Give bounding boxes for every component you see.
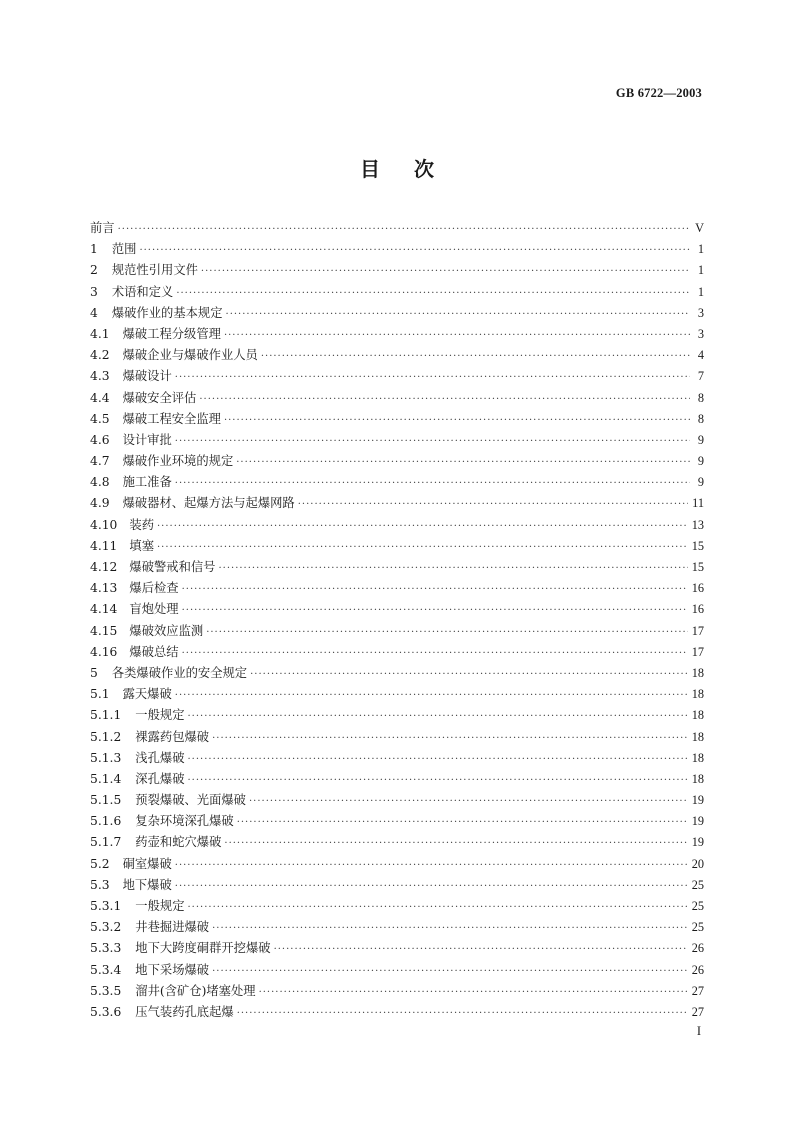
toc-entry-number: 5.3.2 bbox=[90, 920, 122, 935]
dot-leader bbox=[224, 838, 687, 849]
toc-entry-number: 4.9 bbox=[90, 496, 110, 511]
toc-entry-page: 19 bbox=[691, 814, 704, 829]
toc-entry[interactable] bbox=[90, 1002, 704, 1023]
dot-leader bbox=[157, 542, 688, 553]
toc-entry-page: 27 bbox=[691, 1004, 704, 1019]
toc-entry-title: 井巷掘进爆破 bbox=[135, 920, 210, 935]
toc-entry-number: 4.12 bbox=[90, 560, 118, 574]
toc-entry[interactable] bbox=[90, 260, 704, 281]
toc-entry[interactable] bbox=[90, 960, 704, 981]
toc-entry[interactable] bbox=[90, 642, 704, 663]
toc-entry-page: V bbox=[695, 221, 704, 235]
toc-entry-page: 25 bbox=[691, 899, 704, 913]
dot-leader bbox=[176, 288, 690, 299]
toc-entry-number: 4.11 bbox=[90, 538, 118, 553]
toc-entry-page: 17 bbox=[691, 644, 704, 659]
toc-entry[interactable] bbox=[90, 451, 704, 472]
toc-entry-title: 术语和定义 bbox=[111, 284, 174, 299]
toc-entry-number: 5.1 bbox=[90, 687, 110, 702]
toc-entry-title: 药壶和蛇穴爆破 bbox=[135, 835, 222, 850]
toc-entry[interactable] bbox=[90, 811, 704, 832]
toc-entry-title: 爆后检查 bbox=[129, 581, 179, 596]
toc-entry-page: 3 bbox=[697, 326, 704, 341]
toc-entry-page: 19 bbox=[691, 793, 704, 808]
dot-leader bbox=[249, 796, 688, 807]
dot-leader bbox=[118, 224, 690, 235]
toc-entry-title: 地下采场爆破 bbox=[135, 962, 210, 977]
dot-leader bbox=[212, 966, 688, 977]
toc-entry[interactable] bbox=[90, 218, 704, 239]
toc-entry-number: 4.6 bbox=[90, 432, 110, 447]
toc-entry-number: 4.14 bbox=[90, 602, 118, 617]
dot-leader bbox=[259, 987, 688, 998]
toc-entry-number: 4.1 bbox=[90, 326, 110, 341]
toc-entry[interactable] bbox=[90, 557, 704, 578]
toc-entry-number: 4.10 bbox=[90, 517, 118, 532]
dot-leader bbox=[175, 372, 690, 383]
toc-entry-page: 8 bbox=[697, 411, 704, 426]
toc-entry-page: 4 bbox=[697, 348, 704, 363]
dot-leader bbox=[139, 245, 690, 256]
toc-entry[interactable] bbox=[90, 239, 704, 260]
toc-entry-title: 爆破工程安全监理 bbox=[122, 411, 221, 426]
toc-entry-title: 浅孔爆破 bbox=[135, 750, 185, 765]
toc-entry-number: 4.2 bbox=[90, 348, 110, 363]
toc-entry-title: 露天爆破 bbox=[122, 687, 172, 702]
toc-entry-page: 3 bbox=[697, 305, 704, 320]
toc-entry-number: 4.7 bbox=[90, 454, 110, 469]
toc-entry[interactable] bbox=[90, 493, 704, 514]
toc-entry-number: 4.16 bbox=[90, 644, 118, 659]
toc-entry-page: 15 bbox=[691, 560, 704, 574]
dot-leader bbox=[261, 351, 690, 362]
toc-entry[interactable] bbox=[90, 981, 704, 1002]
page-number: I bbox=[696, 1024, 701, 1038]
toc-entry-title: 复杂环境深孔爆破 bbox=[135, 814, 234, 829]
toc-entry-number: 5.1.2 bbox=[90, 729, 122, 744]
table-of-contents bbox=[90, 218, 704, 1023]
dot-leader bbox=[206, 627, 688, 638]
toc-entry-number: 4.13 bbox=[90, 581, 118, 596]
dot-leader bbox=[250, 669, 688, 680]
dot-leader bbox=[274, 944, 688, 955]
toc-entry-number: 5.1.1 bbox=[90, 708, 122, 723]
toc-entry-number: 1 bbox=[90, 242, 98, 257]
toc-entry-page: 11 bbox=[692, 496, 704, 511]
toc-entry[interactable] bbox=[90, 430, 704, 451]
toc-entry-title: 一般规定 bbox=[135, 899, 185, 913]
toc-entry-page: 9 bbox=[697, 432, 704, 447]
toc-entry[interactable] bbox=[90, 536, 704, 557]
toc-entry[interactable] bbox=[90, 917, 704, 938]
toc-entry-page: 15 bbox=[691, 538, 704, 553]
toc-entry-title: 范围 bbox=[111, 242, 137, 257]
toc-entry[interactable] bbox=[90, 282, 704, 303]
toc-entry-title: 爆破安全评估 bbox=[122, 390, 197, 405]
toc-entry-number: 5.1.5 bbox=[90, 793, 122, 808]
dot-leader bbox=[212, 923, 688, 934]
toc-entry-title: 爆破工程分级管理 bbox=[122, 326, 221, 341]
toc-entry-number: 5.3.1 bbox=[90, 899, 122, 913]
toc-entry-number: 5.1.6 bbox=[90, 814, 122, 829]
toc-entry-page: 18 bbox=[691, 729, 704, 744]
toc-entry-title: 压气装药孔底起爆 bbox=[135, 1004, 234, 1019]
toc-entry-title: 各类爆破作业的安全规定 bbox=[111, 665, 248, 680]
toc-entry[interactable] bbox=[90, 684, 704, 705]
toc-entry-page: 27 bbox=[691, 983, 704, 998]
toc-entry-page: 18 bbox=[691, 750, 704, 765]
toc-entry-number: 4.15 bbox=[90, 623, 118, 638]
title-char-1: 目 bbox=[360, 157, 380, 181]
standard-code: GB 6722—2003 bbox=[615, 86, 702, 100]
dot-leader bbox=[175, 881, 688, 892]
dot-leader bbox=[188, 711, 688, 722]
dot-leader bbox=[199, 394, 690, 405]
toc-entry-number: 5.3 bbox=[90, 877, 110, 892]
toc-entry-number: 5.1.7 bbox=[90, 835, 122, 850]
toc-entry[interactable] bbox=[90, 515, 704, 536]
toc-entry-number: 5.3.4 bbox=[90, 962, 122, 977]
toc-entry[interactable] bbox=[90, 388, 704, 409]
toc-entry-title: 施工准备 bbox=[122, 475, 172, 490]
toc-entry-page: 1 bbox=[697, 242, 704, 257]
toc-entry-page: 25 bbox=[691, 920, 704, 935]
toc-entry-page: 17 bbox=[691, 623, 704, 638]
toc-entry-title: 爆破警戒和信号 bbox=[129, 560, 216, 574]
dot-leader bbox=[182, 584, 688, 595]
toc-entry-number: 5.3.5 bbox=[90, 983, 122, 998]
toc-entry-page: 13 bbox=[691, 517, 704, 532]
toc-entry-title: 溜井(含矿仓)堵塞处理 bbox=[135, 983, 256, 998]
toc-entry[interactable] bbox=[90, 896, 704, 917]
dot-leader bbox=[175, 860, 688, 871]
toc-entry-page: 26 bbox=[691, 962, 704, 977]
toc-entry-title: 地下大跨度硐群开挖爆破 bbox=[135, 941, 271, 956]
toc-entry-number: 5.1.4 bbox=[90, 771, 122, 786]
toc-entry-number: 5 bbox=[90, 665, 98, 680]
toc-entry-title: 前言 bbox=[90, 221, 115, 235]
toc-entry-number: 4.4 bbox=[90, 390, 110, 405]
toc-entry[interactable] bbox=[90, 727, 704, 748]
toc-entry-page: 18 bbox=[691, 665, 704, 680]
toc-entry[interactable] bbox=[90, 472, 704, 493]
title-char-2: 次 bbox=[414, 157, 434, 181]
toc-entry-number: 4.5 bbox=[90, 411, 110, 426]
dot-leader bbox=[298, 499, 688, 510]
toc-entry-title: 硐室爆破 bbox=[122, 856, 172, 871]
toc-entry-number: 5.2 bbox=[90, 856, 110, 871]
toc-entry-number: 5.1.3 bbox=[90, 750, 122, 765]
dot-leader bbox=[237, 1008, 688, 1019]
dot-leader bbox=[201, 266, 690, 277]
toc-entry-title: 地下爆破 bbox=[122, 877, 172, 892]
toc-entry-page: 18 bbox=[691, 708, 704, 723]
toc-entry[interactable] bbox=[90, 303, 704, 324]
toc-entry-title: 裸露药包爆破 bbox=[135, 729, 210, 744]
toc-entry-title: 填塞 bbox=[129, 538, 154, 553]
dot-leader bbox=[236, 457, 690, 468]
toc-entry-page: 1 bbox=[697, 284, 704, 299]
toc-entry-title: 爆破作业环境的规定 bbox=[122, 454, 234, 469]
toc-entry[interactable] bbox=[90, 854, 704, 875]
toc-entry[interactable] bbox=[90, 599, 704, 620]
toc-entry[interactable] bbox=[90, 324, 704, 345]
toc-entry[interactable] bbox=[90, 748, 704, 769]
toc-entry[interactable] bbox=[90, 578, 704, 599]
toc-entry-title: 爆破设计 bbox=[122, 369, 172, 384]
toc-entry-page: 1 bbox=[697, 263, 704, 278]
toc-entry[interactable] bbox=[90, 875, 704, 896]
dot-leader bbox=[224, 330, 690, 341]
toc-entry[interactable] bbox=[90, 790, 704, 811]
toc-entry-title: 一般规定 bbox=[135, 708, 185, 723]
toc-entry[interactable] bbox=[90, 345, 704, 366]
toc-entry-title: 设计审批 bbox=[122, 432, 172, 447]
toc-entry[interactable] bbox=[90, 832, 704, 853]
dot-leader bbox=[237, 817, 688, 828]
toc-entry-page: 25 bbox=[691, 877, 704, 892]
toc-entry-page: 7 bbox=[697, 369, 704, 384]
dot-leader bbox=[224, 415, 690, 426]
toc-entry[interactable] bbox=[90, 663, 704, 684]
toc-entry-page: 16 bbox=[691, 602, 704, 617]
toc-entry-number: 5.3.6 bbox=[90, 1004, 122, 1019]
toc-entry-title: 预裂爆破、光面爆破 bbox=[135, 793, 246, 808]
toc-entry-title: 装药 bbox=[129, 517, 154, 532]
toc-entry-title: 爆破效应监测 bbox=[129, 623, 204, 638]
dot-leader bbox=[175, 478, 690, 489]
toc-entry-number: 2 bbox=[90, 263, 98, 278]
toc-entry-page: 8 bbox=[697, 390, 704, 405]
toc-entry-title: 规范性引用文件 bbox=[111, 263, 198, 278]
dot-leader bbox=[226, 309, 690, 320]
toc-entry-page: 20 bbox=[691, 856, 704, 871]
dot-leader bbox=[188, 754, 688, 765]
toc-entry-title: 深孔爆破 bbox=[135, 771, 185, 786]
toc-entry-number: 4 bbox=[90, 305, 98, 320]
toc-entry-number: 5.3.3 bbox=[90, 941, 122, 956]
dot-leader bbox=[188, 775, 688, 786]
toc-entry-page: 18 bbox=[691, 771, 704, 786]
toc-entry-page: 19 bbox=[691, 835, 704, 850]
dot-leader bbox=[175, 436, 690, 447]
toc-entry[interactable] bbox=[90, 409, 704, 430]
toc-entry-page: 16 bbox=[691, 581, 704, 596]
toc-entry-title: 盲炮处理 bbox=[129, 602, 179, 617]
toc-entry[interactable] bbox=[90, 938, 704, 959]
dot-leader bbox=[182, 648, 688, 659]
toc-entry-title: 爆破作业的基本规定 bbox=[111, 305, 223, 320]
toc-entry-number: 4.3 bbox=[90, 369, 110, 384]
toc-entry-page: 18 bbox=[691, 687, 704, 702]
dot-leader bbox=[188, 902, 688, 913]
toc-entry-title: 爆破企业与爆破作业人员 bbox=[122, 348, 258, 363]
toc-entry[interactable] bbox=[90, 621, 704, 642]
toc-entry-number: 3 bbox=[90, 284, 98, 299]
toc-entry-number: 4.8 bbox=[90, 475, 110, 490]
dot-leader bbox=[218, 563, 687, 574]
toc-entry-page: 9 bbox=[697, 475, 704, 490]
toc-entry[interactable] bbox=[90, 366, 704, 387]
toc-entry-page: 9 bbox=[697, 454, 704, 469]
dot-leader bbox=[212, 733, 688, 744]
toc-entry[interactable] bbox=[90, 769, 704, 790]
toc-entry-title: 爆破器材、起爆方法与起爆网路 bbox=[122, 496, 295, 511]
dot-leader bbox=[157, 521, 688, 532]
dot-leader bbox=[175, 690, 688, 701]
page-title bbox=[0, 153, 794, 182]
toc-entry-page: 26 bbox=[691, 941, 704, 956]
dot-leader bbox=[182, 605, 688, 616]
toc-entry-title: 爆破总结 bbox=[129, 644, 179, 659]
toc-entry[interactable] bbox=[90, 705, 704, 726]
